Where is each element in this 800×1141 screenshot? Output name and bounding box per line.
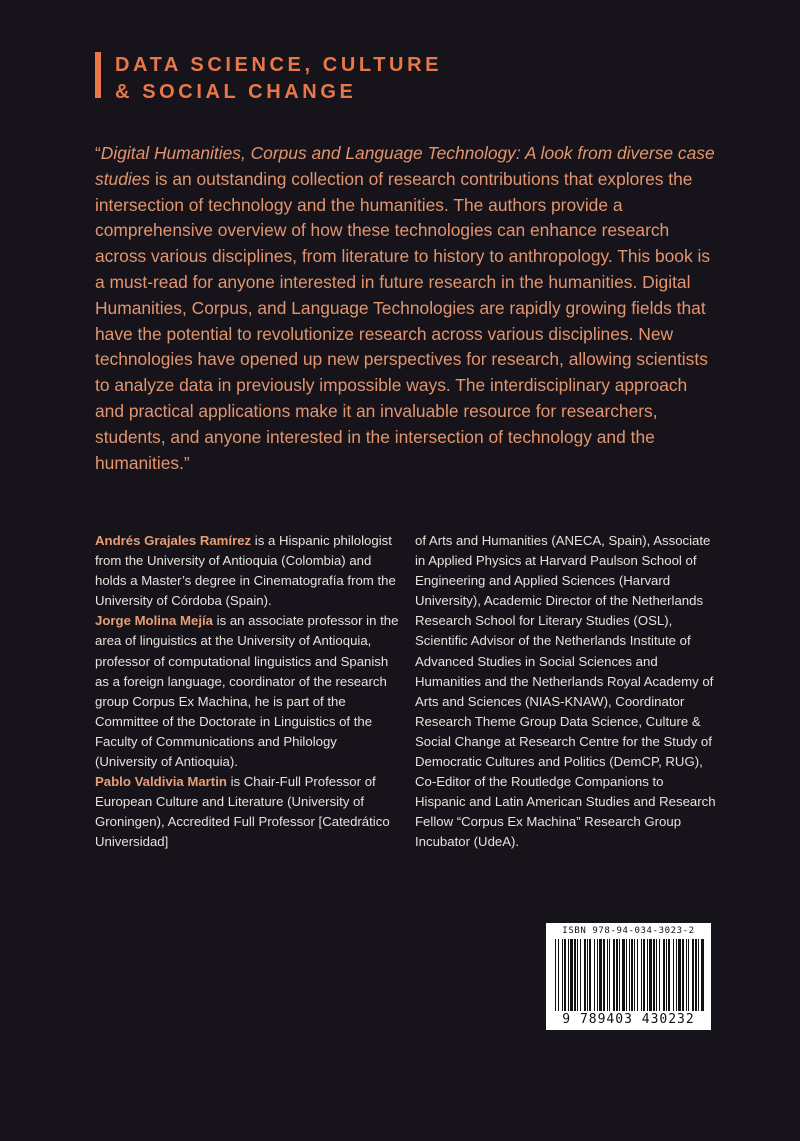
barcode-bar <box>666 939 667 1011</box>
barcode-bar <box>558 939 559 1011</box>
barcode-bar <box>594 939 595 1011</box>
barcode-bar <box>589 939 591 1011</box>
barcode-bar <box>562 939 563 1011</box>
barcode-bar <box>647 939 648 1011</box>
barcode-bar <box>678 939 681 1011</box>
barcode-bar <box>649 939 652 1011</box>
series-title <box>95 52 442 106</box>
barcode-bar <box>626 939 627 1011</box>
isbn-digits: 9 789403 430232 <box>562 1012 695 1027</box>
barcode-bar <box>641 939 642 1011</box>
barcode-bar <box>653 939 655 1011</box>
barcode-bar <box>607 939 608 1011</box>
barcode-bar <box>698 939 699 1011</box>
barcode-bars <box>552 939 705 1011</box>
blurb-open-quote: “ <box>95 143 101 163</box>
barcode-bar <box>668 939 670 1011</box>
barcode-bar <box>577 939 578 1011</box>
barcode-bar <box>609 939 610 1011</box>
barcode-bar <box>643 939 645 1011</box>
author-name-valdivia: Pablo Valdivia Martin <box>95 774 227 790</box>
barcode-bar <box>616 939 618 1011</box>
isbn-label: ISBN 978-94-034-3023-2 <box>562 926 695 936</box>
author-bio-grajales: is a Hispanic philologist from the University of Antioquia (Colombia) and holds a Master’s degree in Cinematografía from the University of Córdoba (Spain). <box>95 533 396 609</box>
author-bios-left-column <box>95 531 400 853</box>
barcode-bar <box>686 939 687 1011</box>
barcode-bar <box>599 939 602 1011</box>
barcode-bar <box>659 939 660 1011</box>
barcode-bar <box>692 939 694 1011</box>
barcode-bar <box>637 939 638 1011</box>
endorsement-blurb <box>95 141 715 476</box>
blurb-text: is an outstanding collection of research contributions that explores the intersection of technology and the humanities. The authors provide a comprehensive overview of how these technologies can enhance research across various disciplines, from literature to history to anthropology. This book is a must-read for anyone interested in future research in the humanities. Digital Humanities, Corpus, and Language Technologies are rapidly growing fields that have the potential to revolutionize research across various disciplines. New technologies have opened up new perspectives for research, allowing scientists to analyze data in previously impossible ways. The interdisciplinary approach and practical applications make it an invaluable resource for researchers, students, and anyone interested in the intersection of technology and the humanities.” <box>95 168 711 473</box>
barcode-bar <box>603 939 605 1011</box>
barcode-bar <box>619 939 620 1011</box>
barcode-bar <box>622 939 625 1011</box>
author-bios-right-column <box>415 531 717 853</box>
barcode-bar <box>634 939 635 1011</box>
barcode-bar <box>564 939 566 1011</box>
barcode-bar <box>584 939 586 1011</box>
barcode-bar <box>629 939 630 1011</box>
barcode-bar <box>587 939 588 1011</box>
author-bio-molina: is an associate professor in the area of linguistics at the University of Antioquia, professor of computational linguistics and Spanish as a foreign language, coordinator of the research group Corpus Ex Machina, he is part of the Committee of the Doctorate in Linguistics of the Faculty of Communications and Philology (University of Antioquia). <box>95 613 399 770</box>
barcode-bar <box>568 939 569 1011</box>
barcode-bar <box>673 939 674 1011</box>
barcode-bar <box>597 939 598 1011</box>
author-bio-valdivia-part2: of Arts and Humanities (ANECA, Spain), Associate in Applied Physics at Harvard Paulson School of Engineering and Applied Sciences (Harvard University), Academic Director of the Netherlands Research School for Literary Studies (OSL), Scientific Advisor of the Netherlands Institute of Advanced Studies in Social Sciences and Humanities and the Netherlands Royal Academy of Arts and Sciences (NIAS-KNAW), Coordinator Research Theme Group Data Science, Culture & Social Change at Research Centre for the Study of Democratic Cultures and Politics (DemCP, RUG), Co-Editor of the Routledge Companions to Hispanic and Latin American Studies and Research Fellow “Corpus Ex Machina” Research Group Incubator (UdeA). <box>415 533 716 850</box>
barcode-bar <box>688 939 689 1011</box>
series-title-line-2: & SOCIAL CHANGE <box>115 81 357 103</box>
barcode-bar <box>631 939 633 1011</box>
barcode-bar <box>580 939 581 1011</box>
barcode-bar <box>656 939 657 1011</box>
author-name-molina: Jorge Molina Mejía <box>95 613 213 629</box>
isbn-barcode <box>546 923 711 1030</box>
barcode-bar <box>570 939 573 1011</box>
barcode-bar <box>682 939 684 1011</box>
barcode-bar <box>555 939 556 1011</box>
author-name-grajales: Andrés Grajales Ramírez <box>95 533 252 548</box>
barcode-bar <box>663 939 665 1011</box>
series-accent-bar <box>95 52 101 98</box>
blurb-book-title: Digital Humanities, Corpus and Language Technology: A look from diverse case studies <box>95 143 715 189</box>
barcode-bar <box>701 939 704 1011</box>
barcode-bar <box>695 939 697 1011</box>
barcode-bar <box>574 939 576 1011</box>
barcode-bar <box>613 939 615 1011</box>
series-title-line-1: DATA SCIENCE, CULTURE <box>115 54 443 76</box>
barcode-bar <box>676 939 677 1011</box>
author-bio-valdivia-part1: is Chair-Full Professor of European Culture and Literature (University of Groningen), Accredited Full Professor [Catedrático Universidad] <box>95 774 390 850</box>
